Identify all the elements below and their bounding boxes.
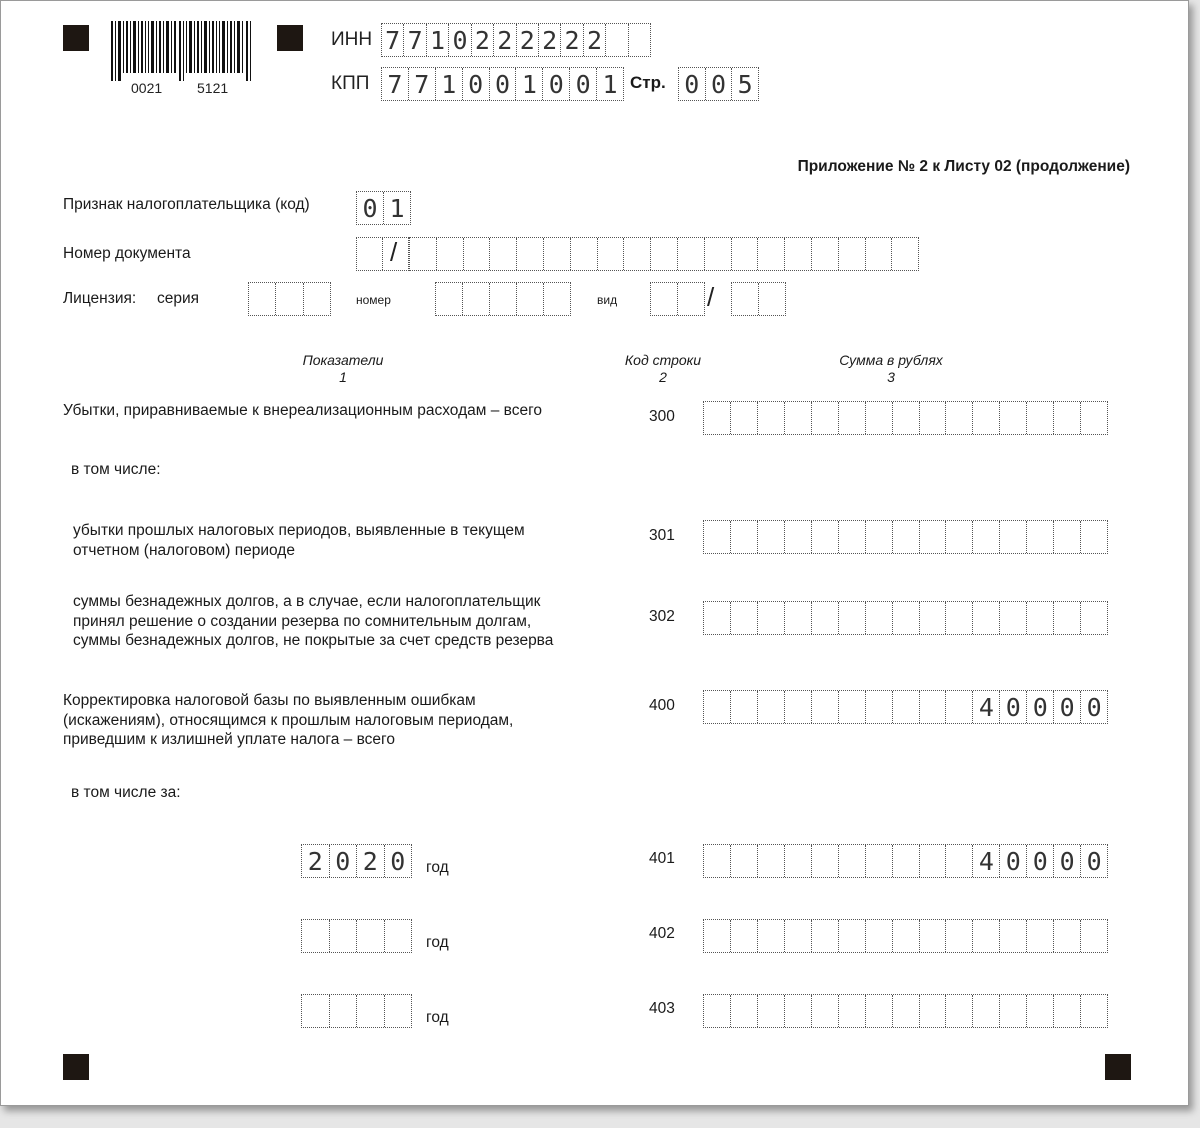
digit-cell (812, 521, 839, 553)
digit-cell: 0 (679, 68, 706, 100)
inn-label: ИНН (331, 29, 373, 50)
digit-cell (920, 521, 947, 553)
digit-cell (893, 995, 920, 1027)
digit-cell (973, 521, 1000, 553)
digit-cell (464, 238, 491, 270)
row-402-sum-field[interactable] (703, 919, 1108, 953)
digit-cell (920, 402, 947, 434)
digit-cell (866, 691, 893, 723)
column-header-line-code (593, 352, 733, 386)
document-number-label: Номер документа (63, 245, 191, 262)
digit-cell: 2 (494, 24, 516, 56)
digit-cell (704, 845, 731, 877)
digit-cell (731, 691, 758, 723)
digit-cell (973, 602, 1000, 634)
digit-cell (866, 238, 893, 270)
digit-cell (758, 995, 785, 1027)
digit-cell (920, 691, 947, 723)
license-number-field[interactable] (435, 282, 571, 316)
digit-cell (1081, 602, 1107, 634)
digit-cell: 0 (706, 68, 733, 100)
digit-cell (920, 845, 947, 877)
digit-cell (704, 521, 731, 553)
kpp-field[interactable] (381, 67, 624, 101)
digit-cell (1027, 995, 1054, 1027)
digit-cell: 1 (389, 193, 405, 223)
row-302-label-line1: суммы безнадежных долгов, а в случае, если налогоплательщик (73, 593, 541, 610)
digit-cell (920, 602, 947, 634)
digit-cell (759, 283, 785, 315)
digit-cell (1054, 602, 1081, 634)
digit-cell (705, 238, 732, 270)
digit-cell: 0 (1086, 692, 1102, 722)
column-header-indicators-number: 1 (339, 369, 347, 385)
digit-cell (1054, 920, 1081, 952)
digit-cell (812, 691, 839, 723)
digit-cell (571, 238, 598, 270)
digit-cell (731, 402, 758, 434)
digit-cell (678, 283, 704, 315)
corner-marker-top-left (63, 25, 89, 51)
column-header-sum (791, 352, 991, 386)
digit-cell (785, 920, 812, 952)
inn-field[interactable] (381, 23, 651, 57)
digit-cell (839, 402, 866, 434)
digit-cell (598, 238, 625, 270)
digit-cell (866, 521, 893, 553)
digit-cell: 2 (584, 24, 606, 56)
digit-cell: 0 (1000, 845, 1027, 877)
digit-cell (893, 845, 920, 877)
corner-marker-bottom-left (63, 1054, 89, 1080)
digit-cell: 0 (330, 845, 358, 877)
digit-cell: 0 (463, 68, 490, 100)
digit-cell (731, 995, 758, 1027)
digit-cell (731, 602, 758, 634)
column-header-sum-label: Сумма в рублях (839, 352, 943, 368)
row-400-code: 400 (649, 697, 675, 714)
kpp-label: КПП (331, 73, 370, 94)
digit-cell (758, 691, 785, 723)
digit-cell: 2 (517, 24, 539, 56)
digit-cell (731, 845, 758, 877)
document-number-slash: / (390, 237, 398, 267)
license-type-prefix-field[interactable] (650, 282, 705, 316)
row-400-label-line1: Корректировка налоговой базы по выявленным ошибкам (63, 692, 476, 709)
row-301-label-line1: убытки прошлых налоговых периодов, выявленные в текущем (73, 522, 525, 539)
digit-cell (758, 521, 785, 553)
document-number-field[interactable] (409, 237, 919, 271)
digit-cell (1027, 602, 1054, 634)
digit-cell: 7 (382, 68, 409, 100)
digit-cell (893, 602, 920, 634)
row-400-sum-field[interactable] (703, 690, 1108, 724)
row-301-sum-field[interactable] (703, 520, 1108, 554)
digit-cell (946, 521, 973, 553)
page-number-field[interactable] (678, 67, 759, 101)
digit-cell (731, 920, 758, 952)
digit-cell (812, 920, 839, 952)
digit-cell (785, 845, 812, 877)
digit-cell (330, 920, 358, 952)
row-302-label-line3: суммы безнадежных долгов, не покрытые за счет средств резерва (73, 632, 554, 649)
row-403-code: 403 (649, 1000, 675, 1017)
license-number-label: номер (356, 293, 391, 307)
digit-cell (1081, 402, 1107, 434)
digit-cell (678, 238, 705, 270)
license-type-slash: / (707, 282, 715, 312)
digit-cell (1081, 521, 1107, 553)
digit-cell (1000, 521, 1027, 553)
digit-cell (812, 845, 839, 877)
digit-cell (1000, 402, 1027, 434)
digit-cell: 2 (539, 24, 561, 56)
digit-cell (302, 920, 330, 952)
digit-cell (276, 283, 303, 315)
digit-cell (732, 238, 759, 270)
digit-cell (436, 283, 463, 315)
digit-cell (651, 238, 678, 270)
digit-cell (410, 238, 437, 270)
digit-cell (866, 402, 893, 434)
column-header-indicators-label: Показатели (302, 352, 384, 368)
digit-cell (629, 24, 650, 56)
digit-cell: 2 (472, 24, 494, 56)
license-type-label: вид (597, 293, 618, 307)
digit-cell: 0 (390, 846, 406, 876)
digit-cell (1000, 602, 1027, 634)
digit-cell (704, 402, 731, 434)
digit-cell (249, 283, 276, 315)
digit-cell: 0 (357, 192, 384, 224)
row-403-year-label: год (426, 1009, 449, 1026)
digit-cell (946, 920, 973, 952)
digit-cell: 0 (570, 68, 597, 100)
digit-cell (946, 691, 973, 723)
digit-cell: 4 (973, 845, 1000, 877)
row-403-sum-field[interactable] (703, 994, 1108, 1028)
row-403-year-field[interactable] (301, 994, 412, 1028)
row-401-year-label: год (426, 859, 449, 876)
row-401-year-field[interactable] (301, 844, 412, 878)
digit-cell: 0 (1054, 691, 1081, 723)
row-400-label-line2: (искажениям), относящимся к прошлым налоговым периодам, (63, 711, 514, 729)
digit-cell (866, 920, 893, 952)
digit-cell (758, 602, 785, 634)
row-301-code: 301 (649, 527, 675, 544)
digit-cell (1054, 521, 1081, 553)
digit-cell (973, 402, 1000, 434)
digit-cell (1027, 521, 1054, 553)
digit-cell (758, 920, 785, 952)
row-300-sum-field[interactable] (703, 401, 1108, 435)
digit-cell (785, 691, 812, 723)
digit-cell (946, 845, 973, 877)
digit-cell (946, 602, 973, 634)
digit-cell (304, 283, 330, 315)
digit-cell (839, 920, 866, 952)
digit-cell: 7 (404, 24, 426, 56)
digit-cell (892, 238, 918, 270)
digit-cell (302, 995, 330, 1027)
digit-cell (385, 995, 412, 1027)
row-300-label: Убытки, приравниваемые к внереализационным расходам – всего (63, 402, 543, 419)
digit-cell (1081, 920, 1107, 952)
document-number-prefix-field[interactable] (356, 237, 409, 271)
row-302-label-line2: принял решение о создании резерва по сомнительным долгам, (73, 612, 532, 630)
digit-cell (544, 283, 570, 315)
digit-cell (357, 920, 385, 952)
including-for-label: в том числе за: (71, 784, 181, 801)
appendix-title: Приложение № 2 к Листу 02 (продолжение) (797, 158, 1130, 175)
digit-cell (920, 995, 947, 1027)
digit-cell (893, 402, 920, 434)
digit-cell: 0 (543, 68, 570, 100)
digit-cell (1081, 995, 1107, 1027)
digit-cell (839, 238, 866, 270)
digit-cell: 0 (1000, 691, 1027, 723)
digit-cell (1054, 995, 1081, 1027)
digit-cell (651, 283, 678, 315)
taxpayer-sign-field[interactable] (356, 191, 411, 225)
license-series-field[interactable] (248, 282, 331, 316)
row-401-code: 401 (649, 850, 675, 867)
digit-cell (839, 602, 866, 634)
digit-cell: 2 (357, 845, 385, 877)
license-series-label: серия (157, 290, 200, 307)
digit-cell (785, 995, 812, 1027)
digit-cell: 2 (302, 845, 330, 877)
row-301-label (73, 521, 525, 560)
digit-cell: 0 (1054, 845, 1081, 877)
digit-cell (893, 691, 920, 723)
digit-cell (517, 283, 544, 315)
digit-cell (946, 402, 973, 434)
digit-cell: 5 (737, 69, 753, 99)
digit-cell: 0 (449, 24, 471, 56)
digit-cell (866, 845, 893, 877)
digit-cell (731, 521, 758, 553)
row-400-label-line3: приведшим к излишней уплате налога – всего (63, 731, 395, 748)
row-402-year-label: год (426, 934, 449, 951)
including-label: в том числе: (71, 461, 161, 478)
digit-cell (973, 920, 1000, 952)
barcode-image (111, 21, 254, 81)
row-301-label-line2: отчетном (налоговом) периоде (73, 541, 295, 559)
digit-cell (357, 238, 383, 270)
barcode-number-right: 5121 (197, 80, 229, 96)
barcode-number-left: 0021 (131, 80, 163, 96)
column-header-line-code-label: Код строки (624, 352, 702, 368)
digit-cell: 0 (490, 68, 517, 100)
taxpayer-sign-label: Признак налогоплательщика (код) (63, 196, 310, 213)
digit-cell (704, 995, 731, 1027)
digit-cell (920, 920, 947, 952)
row-402-code: 402 (649, 925, 675, 942)
digit-cell (624, 238, 651, 270)
digit-cell (893, 521, 920, 553)
digit-cell (758, 238, 785, 270)
digit-cell (839, 691, 866, 723)
corner-marker-bottom-right (1105, 1054, 1131, 1080)
row-402-year-field[interactable] (301, 919, 412, 953)
digit-cell (785, 521, 812, 553)
row-400-label (63, 691, 513, 750)
page-label: Стр. (630, 73, 666, 92)
digit-cell (385, 920, 412, 952)
digit-cell (785, 402, 812, 434)
digit-cell: 1 (516, 68, 543, 100)
column-header-indicators (243, 352, 443, 386)
digit-cell (812, 602, 839, 634)
digit-cell (839, 845, 866, 877)
row-302-sum-field[interactable] (703, 601, 1108, 635)
digit-cell (893, 920, 920, 952)
digit-cell (490, 238, 517, 270)
digit-cell: 0 (1027, 691, 1054, 723)
digit-cell (437, 238, 464, 270)
digit-cell (812, 238, 839, 270)
digit-cell (463, 283, 490, 315)
row-300-code: 300 (649, 408, 675, 425)
digit-cell (732, 283, 759, 315)
column-header-line-code-number: 2 (659, 369, 667, 385)
digit-cell (490, 283, 517, 315)
digit-cell (1000, 995, 1027, 1027)
digit-cell: 7 (382, 24, 404, 56)
digit-cell (866, 995, 893, 1027)
digit-cell (606, 24, 628, 56)
digit-cell (758, 845, 785, 877)
digit-cell (1054, 402, 1081, 434)
digit-cell (946, 995, 973, 1027)
digit-cell (812, 402, 839, 434)
corner-marker-top-center (277, 25, 303, 51)
digit-cell (973, 995, 1000, 1027)
digit-cell (839, 995, 866, 1027)
license-label: Лицензия: (63, 290, 137, 307)
digit-cell (785, 602, 812, 634)
digit-cell (704, 602, 731, 634)
column-header-sum-number: 3 (887, 369, 895, 385)
digit-cell: 0 (1086, 846, 1102, 876)
digit-cell (704, 691, 731, 723)
digit-cell: 2 (561, 24, 583, 56)
row-302-label (73, 592, 553, 651)
digit-cell (866, 602, 893, 634)
digit-cell (812, 995, 839, 1027)
digit-cell: 1 (602, 69, 618, 99)
row-401-sum-field[interactable] (703, 844, 1108, 878)
digit-cell (544, 238, 571, 270)
digit-cell (839, 521, 866, 553)
digit-cell (1027, 402, 1054, 434)
row-302-code: 302 (649, 608, 675, 625)
digit-cell (758, 402, 785, 434)
digit-cell: 1 (427, 24, 449, 56)
license-type-field[interactable] (731, 282, 786, 316)
digit-cell: 1 (436, 68, 463, 100)
digit-cell: 4 (973, 691, 1000, 723)
digit-cell (330, 995, 358, 1027)
digit-cell (785, 238, 812, 270)
digit-cell (1027, 920, 1054, 952)
digit-cell (1000, 920, 1027, 952)
digit-cell (704, 920, 731, 952)
digit-cell (357, 995, 385, 1027)
digit-cell: 7 (409, 68, 436, 100)
digit-cell: 0 (1027, 845, 1054, 877)
digit-cell (517, 238, 544, 270)
